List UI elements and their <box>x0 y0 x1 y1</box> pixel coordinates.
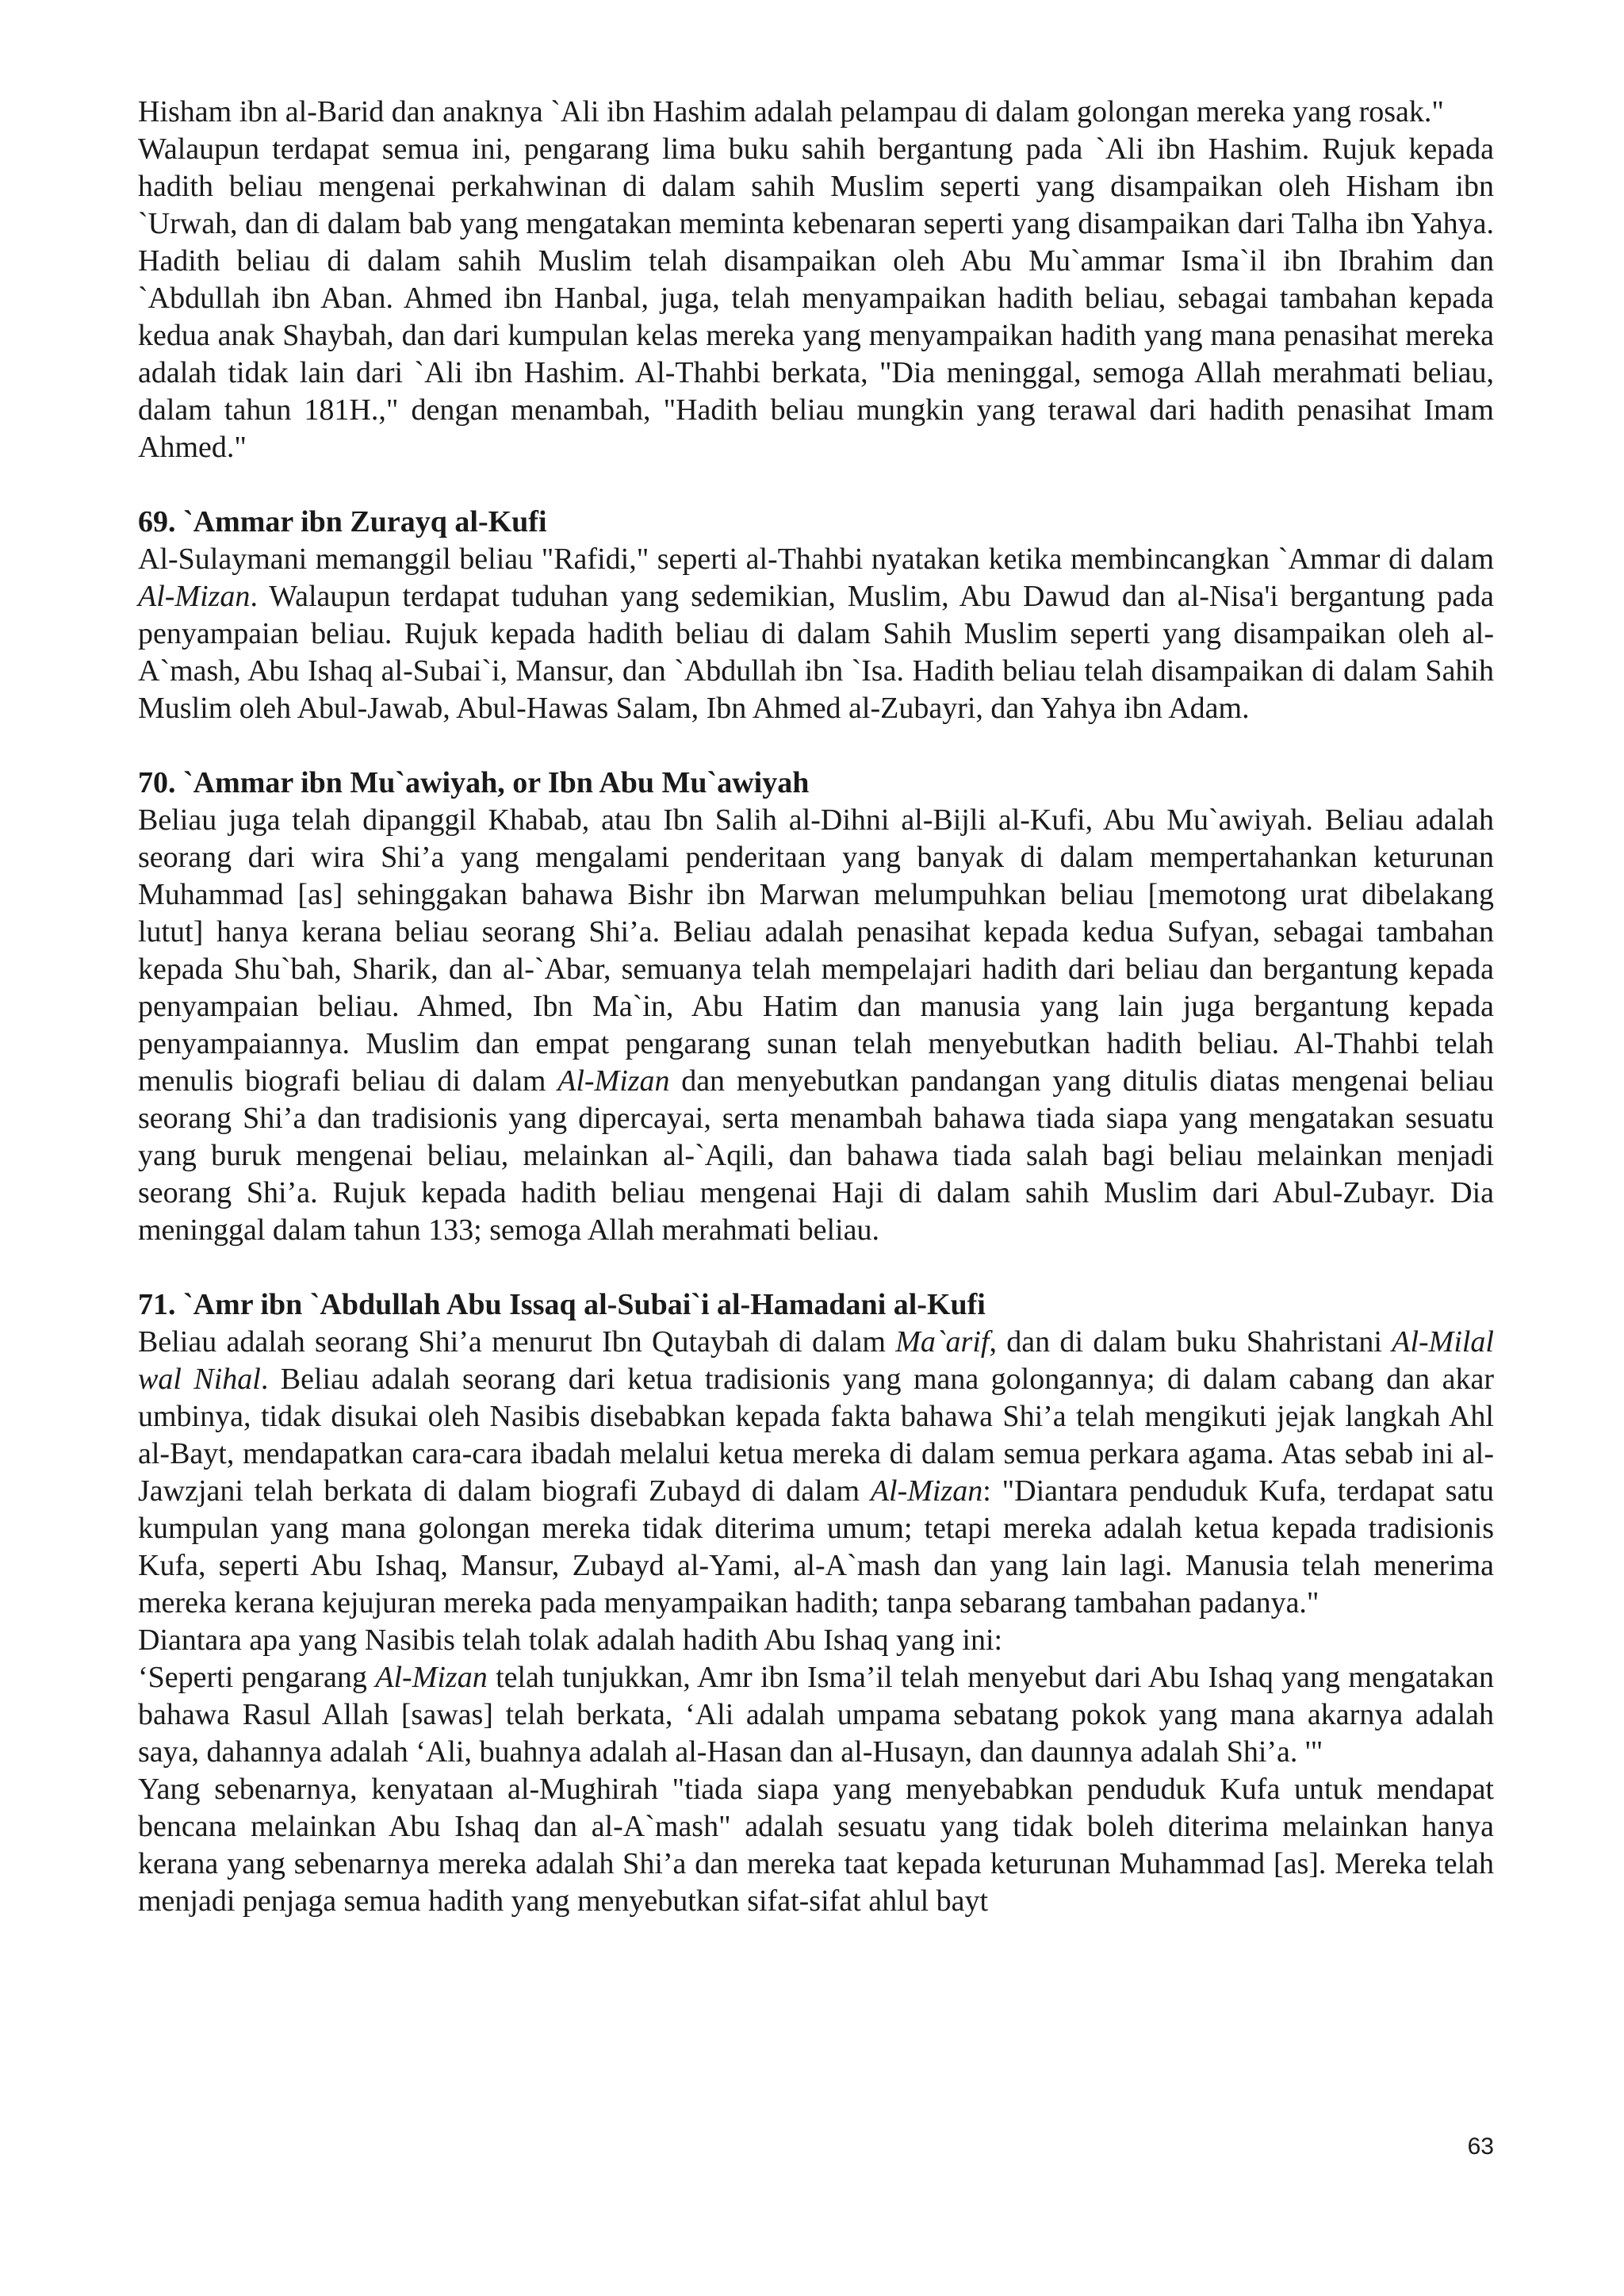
page-number: 63 <box>1467 2133 1494 2160</box>
section-69-heading: 69. `Ammar ibn Zurayq al-Kufi <box>138 505 547 539</box>
book-title: Al-Mizan <box>375 1661 488 1694</box>
text-run: : "Diantara penduduk Kufa, terdapat satu kumpulan yang mana golongan mereka tidak diterima umum; tetapi mereka adalah ketua kepada tradisionis Kufa, seperti Abu Ishaq, Mansur, Zubayd al-Yami, al-A`mash dan yang lain lagi. Manusia telah menerima mereka kerana kejujuran mereka pada menyampaikan hadith; tanpa sebarang tambahan padanya." <box>138 1474 1494 1619</box>
book-title: Ma`arif <box>895 1325 990 1359</box>
document-page <box>138 94 1494 1920</box>
section-70 <box>138 765 1494 1249</box>
book-title: Al-Mizan <box>870 1474 983 1508</box>
text-run: Beliau adalah seorang Shi’a menurut Ibn Qutaybah di dalam <box>138 1325 896 1359</box>
book-title: Al-Mizan <box>138 580 251 613</box>
intro-paragraph-2: Walaupun terdapat semua ini, pengarang lima buku sahih bergantung pada `Ali ibn Hashim. Rujuk kepada hadith beliau mengenai perkahwinan di dalam sahih Muslim seperti yang disampaikan oleh Hisham ibn `Urwah, dan di dalam bab yang mengatakan meminta kebenaran seperti yang disampaikan dari Talha ibn Yahya. Hadith beliau di dalam sahih Muslim telah disampaikan oleh Abu Mu`ammar Isma`il ibn Ibrahim dan `Abdullah ibn Aban. Ahmed ibn Hanbal, juga, telah menyampaikan hadith beliau, sebagai tambahan kepada kedua anak Shaybah, dan dari kumpulan kelas mereka yang menyampaikan hadith yang mana penasihat mereka adalah tidak lain dari `Ali ibn Hashim. Al-Thahbi berkata, "Dia meninggal, semoga Allah merahmati beliau, dalam tahun 181H.," dengan menambah, "Hadith beliau mungkin yang terawal dari hadith penasihat Imam Ahmed." <box>138 132 1494 464</box>
text-run: dan menyebutkan pandangan yang ditulis diatas mengenai beliau seorang Shi’a dan tradisionis yang dipercayai, serta menambah bahawa tiada siapa yang mengatakan sesuatu yang buruk mengenai beliau, melainkan al-`Aqili, dan bahawa tiada salah bagi beliau melainkan menjadi seorang Shi’a. Rujuk kepada hadith beliau mengenai Haji di dalam sahih Muslim dari Abul-Zubayr. Dia meninggal dalam tahun 133; semoga Allah merahmati beliau. <box>138 1064 1494 1247</box>
section-69 <box>138 504 1494 727</box>
section-70-paragraph <box>138 802 1494 1249</box>
text-run: . Walaupun terdapat tuduhan yang sedemikian, Muslim, Abu Dawud dan al-Nisa'i bergantung pada penyampaian beliau. Rujuk kepada hadith beliau di dalam Sahih Muslim seperti yang disampaikan oleh al-A`mash, Abu Ishaq al-Subai`i, Mansur, dan `Abdullah ibn `Isa. Hadith beliau telah disampaikan di dalam Sahih Muslim oleh Abul-Jawab, Abul-Hawas Salam, Ibn Ahmed al-Zubayri, dan Yahya ibn Adam. <box>138 580 1494 725</box>
section-71-paragraph-1 <box>138 1324 1494 1622</box>
text-run: ‘Seperti pengarang <box>138 1661 376 1694</box>
section-69-paragraph <box>138 541 1494 727</box>
intro-paragraph-1: Hisham ibn al-Barid dan anaknya `Ali ibn Hashim adalah pelampau di dalam golongan mereka yang rosak." <box>138 95 1444 128</box>
section-71 <box>138 1286 1494 1920</box>
text-run: Beliau juga telah dipanggil Khabab, atau Ibn Salih al-Dihni al-Bijli al-Kufi, Abu Mu`awiyah. Beliau adalah seorang dari wira Shi’a yang mengalami penderitaan yang banyak di dalam mempertahankan keturunan Muhammad [as] sehinggakan bahawa Bishr ibn Marwan melumpuhkan beliau [memotong urat dibelakang lutut] hanya kerana beliau seorang Shi’a. Beliau adalah penasihat kepada kedua Sufyan, sebagai tambahan kepada Shu`bah, Sharik, dan al-`Abar, semuanya telah mempelajari hadith dari beliau dan bergantung kepada penyampaian beliau. Ahmed, Ibn Ma`in, Abu Hatim dan manusia yang lain juga bergantung kepada penyampaiannya. Muslim dan empat pengarang sunan telah menyebutkan hadith beliau. Al-Thahbi telah menulis biografi beliau di dalam <box>138 803 1494 1098</box>
section-71-paragraph-2: Diantara apa yang Nasibis telah tolak adalah hadith Abu Ishaq yang ini: <box>138 1623 1003 1657</box>
section-71-heading: 71. `Amr ibn `Abdullah Abu Issaq al-Subai`i al-Hamadani al-Kufi <box>138 1288 986 1321</box>
book-title: Al-Mizan <box>557 1064 670 1098</box>
text-run: , dan di dalam buku Shahristani <box>989 1325 1392 1359</box>
text-run: Al-Sulaymani memanggil beliau "Rafidi," seperti al-Thahbi nyatakan ketika membincangkan `Ammar di dalam <box>138 542 1494 576</box>
section-71-paragraph-3 <box>138 1659 1494 1771</box>
section-71-paragraph-4: Yang sebenarnya, kenyataan al-Mughirah "tiada siapa yang menyebabkan penduduk Kufa untuk mendapat bencana melainkan Abu Ishaq dan al-A`mash" adalah sesuatu yang tidak boleh diterima melainkan hanya kerana yang sebenarnya mereka adalah Shi’a dan mereka taat kepada keturunan Muhammad [as]. Mereka telah menjadi penjaga semua hadith yang menyebutkan sifat-sifat ahlul bayt <box>138 1773 1494 1918</box>
text-run: . Beliau adalah seorang dari ketua tradisionis yang mana golongannya; di dalam cabang dan akar umbinya, tidak disukai oleh Nasibis disebabkan kepada fakta bahawa Shi’a telah mengikuti jejak langkah Ahl al-Bayt, mendapatkan cara-cara ibadah melalui ketua mereka di dalam semua perkara agama. Atas sebab ini al-Jawzjani telah berkata di dalam biografi Zubayd di dalam <box>138 1363 1494 1508</box>
text-run: telah tunjukkan, Amr ibn Isma’il telah menyebut dari Abu Ishaq yang mengatakan bahawa Rasul Allah [sawas] telah berkata, ‘Ali adalah umpama sebatang pokok yang mana akarnya adalah saya, dahannya adalah ‘Ali, buahnya adalah al-Hasan dan al-Husayn, dan daunnya adalah Shi’a. '" <box>138 1661 1494 1769</box>
book-title: Al-Milal wal Nihal <box>138 1325 1494 1396</box>
section-70-heading: 70. `Ammar ibn Mu`awiyah, or Ibn Abu Mu`awiyah <box>138 766 810 799</box>
